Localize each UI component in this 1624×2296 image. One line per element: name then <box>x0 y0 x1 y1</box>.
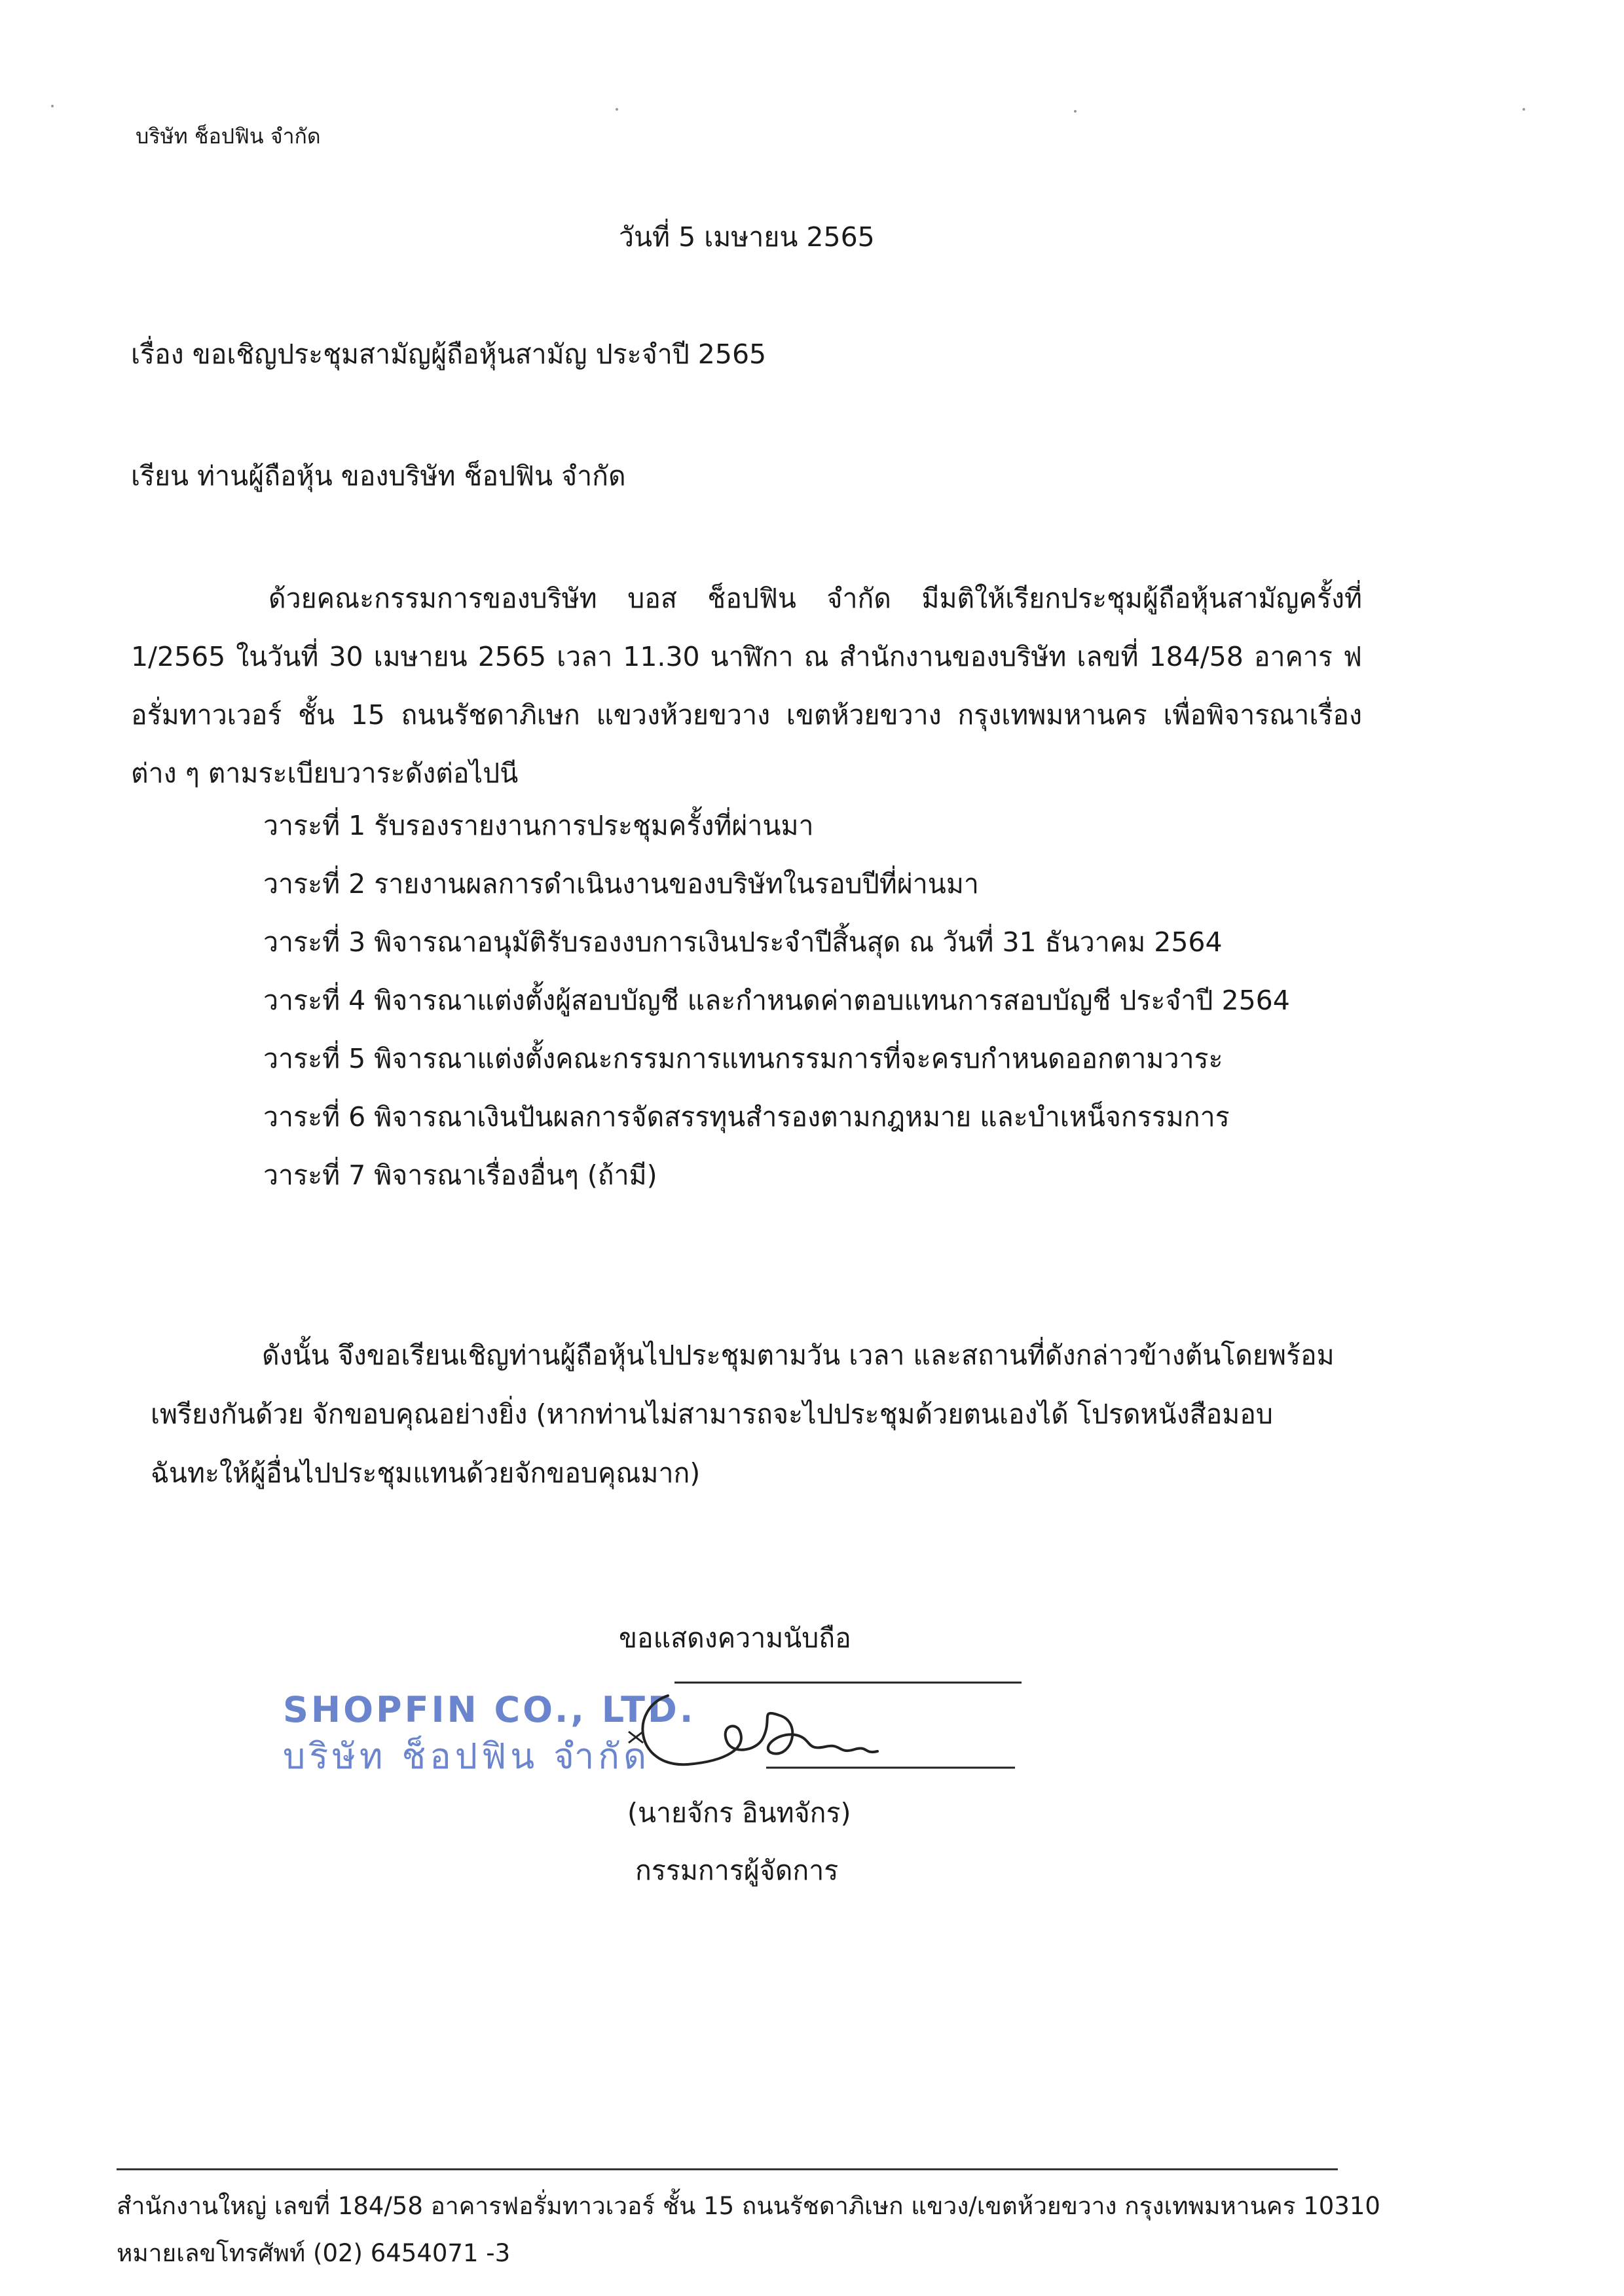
signer-title: กรรมการผู้จัดการ <box>635 1855 839 1886</box>
salutation-line: เรียน ท่านผู้ถือหุ้น ของบริษัท ช็อปฟิน จำกัด <box>131 460 626 492</box>
intro-paragraph: ด้วยคณะกรรมการของบริษัท บอส ช็อปฟิน จำกัด มีมติให้เรียกประชุมผู้ถือหุ้นสามัญครั้งที่ 1/2565 ในวันที่ 30 เมษายน 2565 เวลา 11.30 นาฬิกา ณ สำนักงานของบริษัท เลขที่ 184/58 อาคาร ฟอรั่มทาวเวอร์ ชั้น 15 ถนนรัชดาภิเษก แขวงห้วยขวาง เขตห้วยขวาง กรุงเทพมหานคร เพื่อพิจารณาเรื่อง ต่าง ๆ ตามระเบียบวาระดังต่อไปนี <box>131 583 1362 789</box>
signature <box>616 1669 1022 1800</box>
signer-name: (นายจักร อินทจักร) <box>627 1797 851 1829</box>
scan-speck <box>616 108 618 111</box>
agenda-item: วาระที่ 6 พิจารณาเงินปันผลการจัดสรรทุนสำรองตามกฎหมาย และบำเหน็จกรรมการ <box>263 1101 1230 1133</box>
subject-line: เรื่อง ขอเชิญประชุมสามัญผู้ถือหุ้นสามัญ ประจำปี 2565 <box>131 338 767 370</box>
footer-phone: หมายเลขโทรศัพท์ (02) 6454071 -3 <box>117 2239 511 2267</box>
agenda-item: วาระที่ 3 พิจารณาอนุมัติรับรองงบการเงินประจำปีสิ้นสุด ณ วันที่ 31 ธันวาคม 2564 <box>263 926 1223 958</box>
agenda-item: วาระที่ 7 พิจารณาเรื่องอื่นๆ (ถ้ามี) <box>263 1159 657 1191</box>
scan-speck <box>1522 108 1525 111</box>
footer-divider <box>117 2168 1338 2170</box>
agenda-item: วาระที่ 5 พิจารณาแต่งตั้งคณะกรรมการแทนกรรมการที่จะครบกำหนดออกตามวาระ <box>263 1043 1223 1074</box>
stamp-english-name: SHOPFIN CO., LTD. <box>283 1689 696 1730</box>
agenda-item: วาระที่ 2 รายงานผลการดำเนินงานของบริษัทในรอบปีที่ผ่านมา <box>263 868 979 900</box>
company-header: บริษัท ช็อปฟิน จำกัด <box>136 124 321 149</box>
agenda-item: วาระที่ 1 รับรองรายงานการประชุมครั้งที่ผ่านมา <box>263 810 814 841</box>
footer-address: สำนักงานใหญ่ เลขที่ 184/58 อาคารฟอรั่มทาวเวอร์ ชั้น 15 ถนนรัชดาภิเษก แขวง/เขตห้วยขวาง กรุงเทพมหานคร 10310 <box>117 2192 1380 2220</box>
closing-paragraph: ดังนั้น จึงขอเรียนเชิญท่านผู้ถือหุ้นไปประชุมตามวัน เวลา และสถานที่ดังกล่าวข้างต้นโดยพร้อม เพรียงกันด้วย จักขอบคุณอย่างยิ่ง (หากท่านไม่สามารถจะไปประชุมด้วยตนเองได้ โปรดหนังสือมอบ ฉันทะให้ผู้อื่นไปประชุมแทนด้วยจักขอบคุณมาก) <box>151 1339 1335 1489</box>
agenda-item: วาระที่ 4 พิจารณาแต่งตั้งผู้สอบบัญชี และกำหนดค่าตอบแทนการสอบบัญชี ประจำปี 2564 <box>263 985 1290 1016</box>
closing-phrase: ขอแสดงความนับถือ <box>619 1622 851 1654</box>
stamp-thai-name: บริษัท ช็อปฟิน จำกัด <box>283 1736 651 1777</box>
document-date: วันที่ 5 เมษายน 2565 <box>619 221 875 253</box>
scan-speck <box>51 105 54 107</box>
scan-speck <box>1074 110 1077 113</box>
